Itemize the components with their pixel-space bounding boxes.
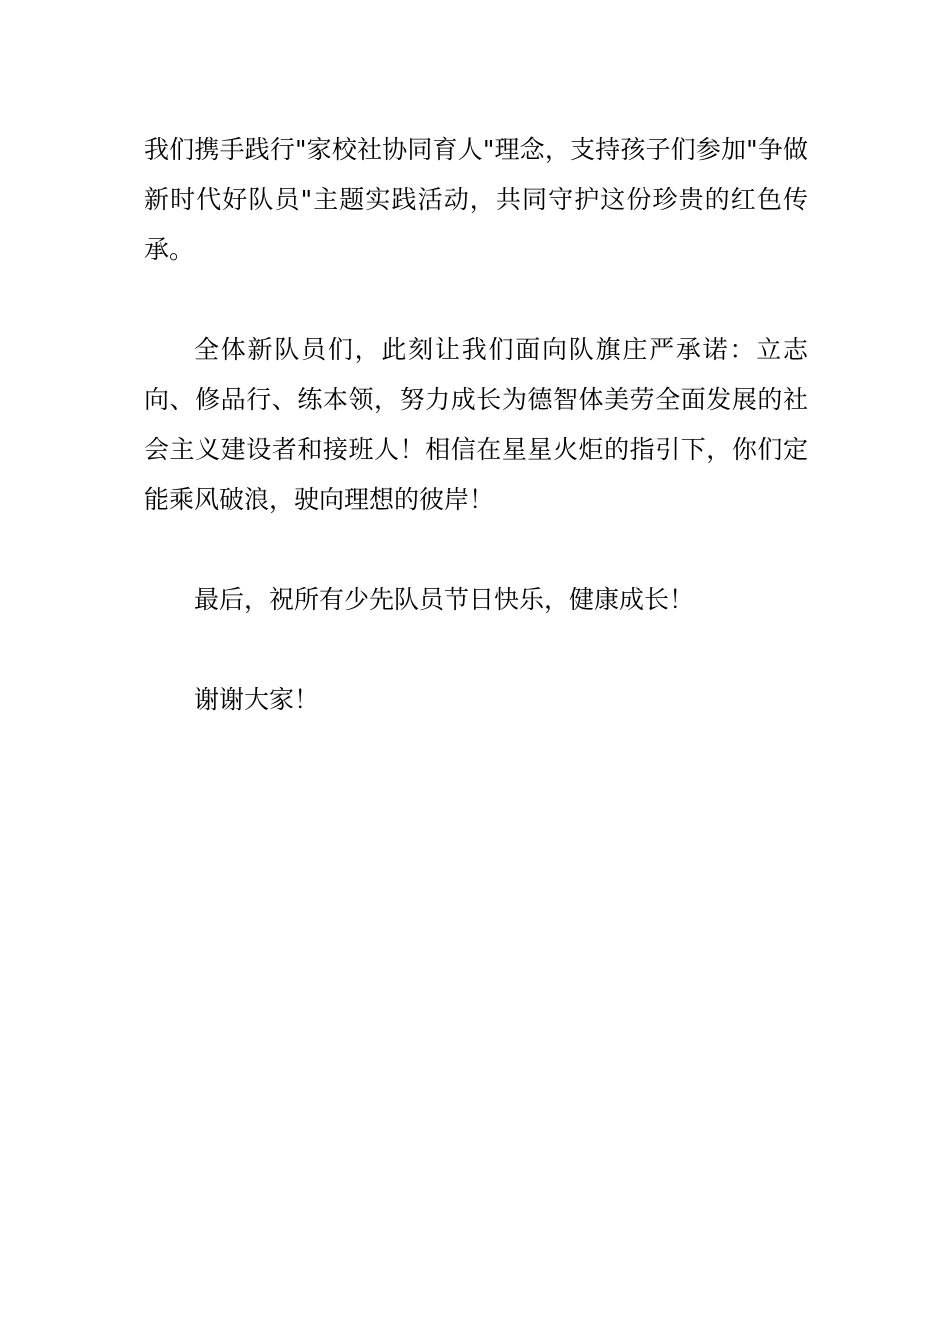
paragraph-wishes: 最后，祝所有少先队员节日快乐，健康成长！ — [194, 585, 695, 614]
document-body — [144, 125, 808, 725]
paragraph-pledge: 全体新队员们，此刻让我们面向队旗庄严承诺：立志向、修品行、练本领，努力成长为德智体美劳全面发展的社会主义建设者和接班人！相信在星星火炬的指引下，你们定能乘风破浪，驶向理想的彼岸！ — [144, 335, 808, 514]
paragraph-closing-partnership: 我们携手践行"家校社协同育人"理念，支持孩子们参加"争做新时代好队员"主题实践活动，共同守护这份珍贵的红色传承。 — [144, 135, 808, 264]
paragraph-thanks: 谢谢大家！ — [194, 685, 320, 714]
